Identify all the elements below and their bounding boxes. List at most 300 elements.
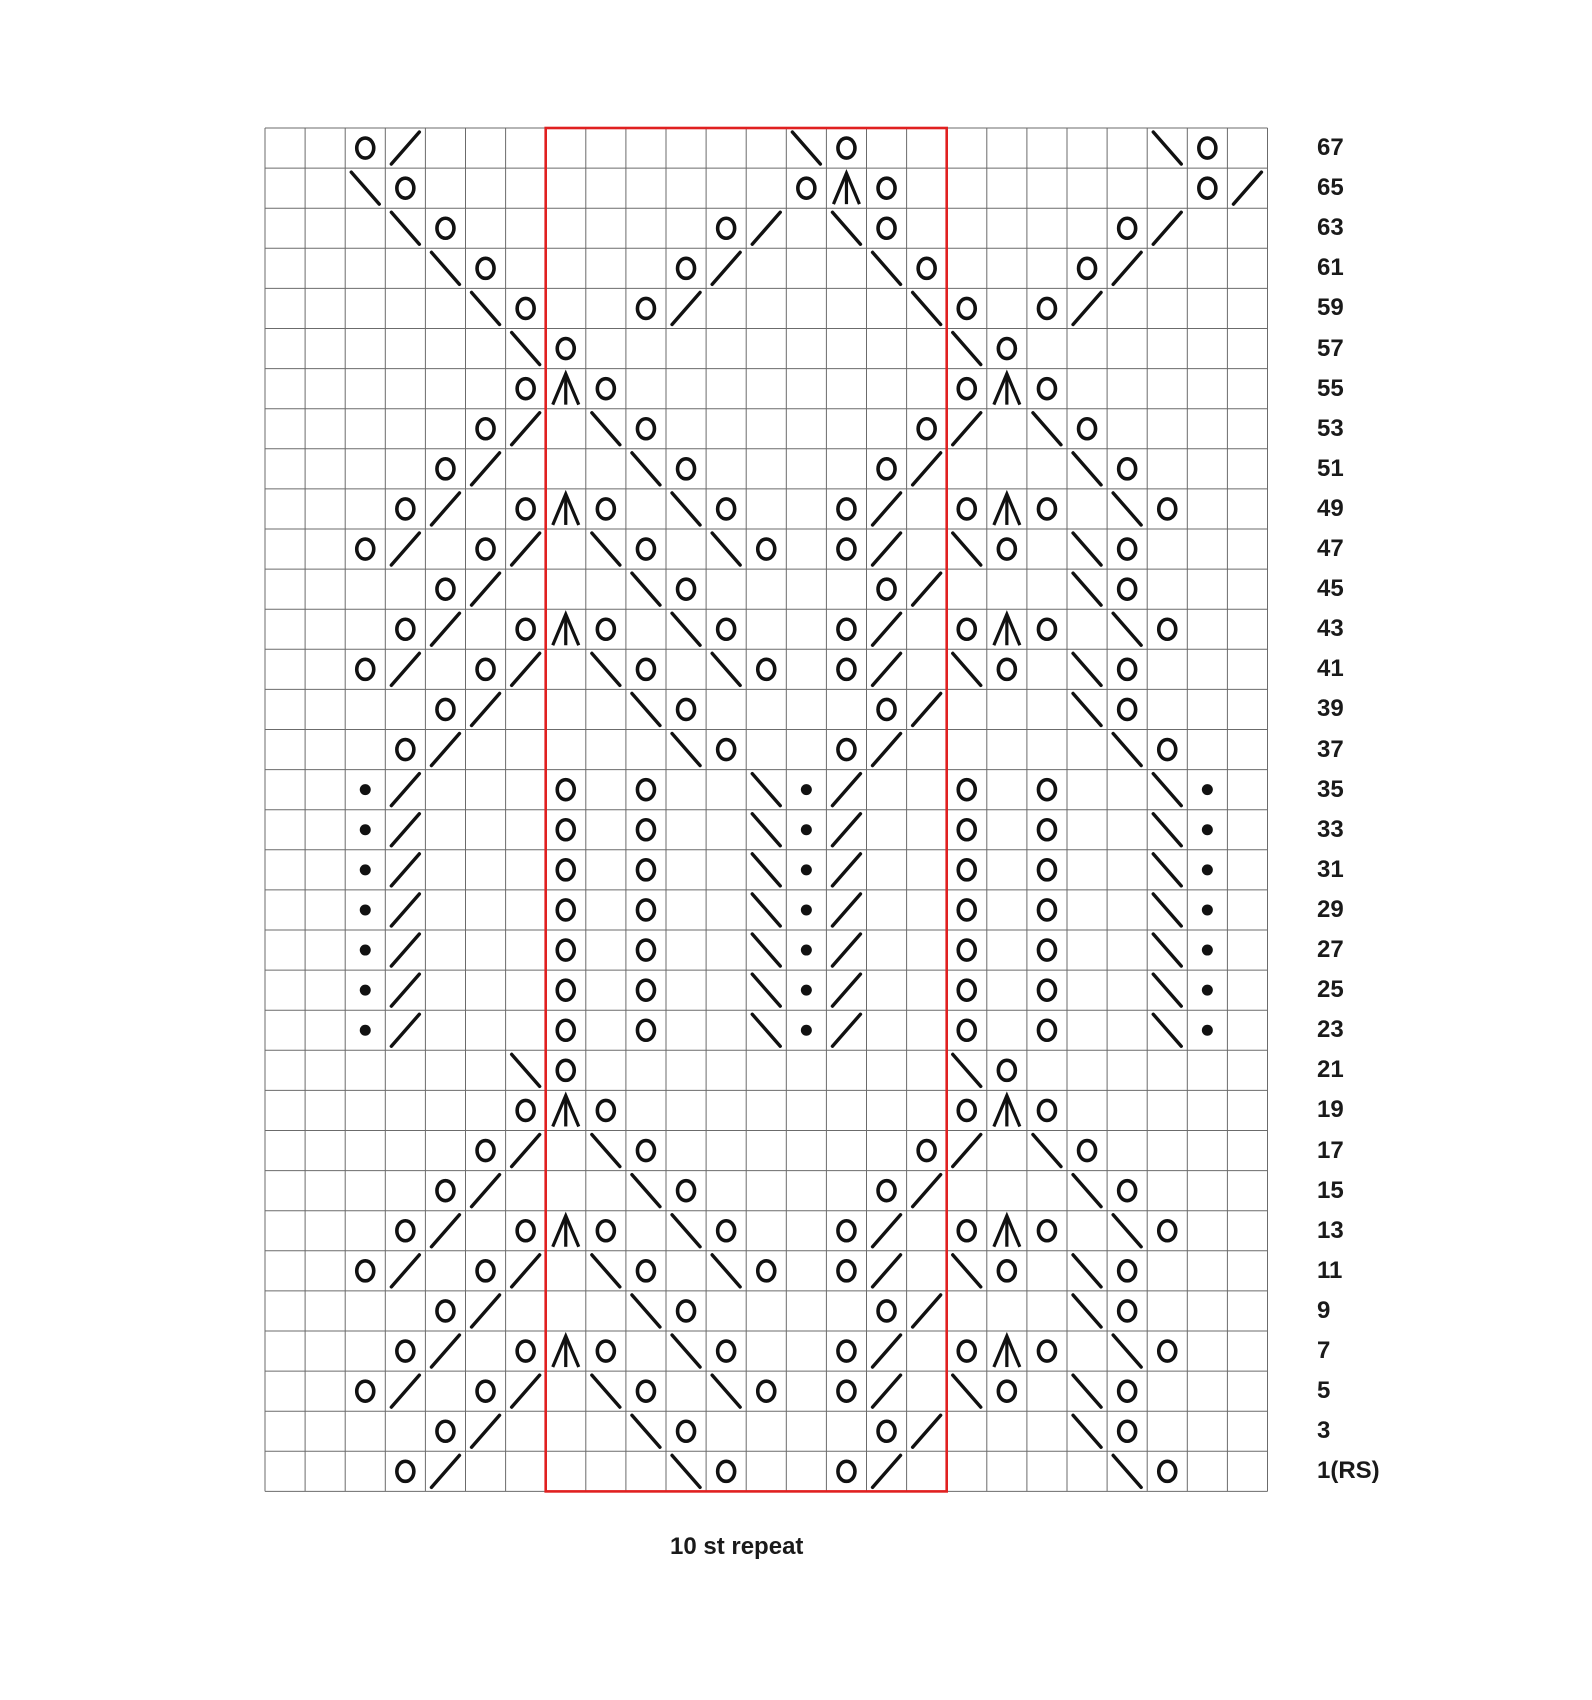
ssk-icon	[592, 1255, 620, 1287]
dot-mark	[1202, 784, 1213, 795]
ssk-stroke	[1073, 1295, 1101, 1327]
yo-icon	[838, 499, 855, 519]
ssk-stroke	[873, 252, 901, 284]
k2tog-stroke	[472, 573, 500, 605]
ssk-stroke	[953, 1375, 981, 1407]
yo-icon	[758, 539, 775, 559]
k2tog-stroke	[431, 613, 459, 645]
ssk-icon	[913, 292, 941, 324]
yo-ring	[637, 1381, 654, 1401]
ssk-icon	[1153, 1014, 1181, 1046]
centered-double-decrease-icon	[994, 374, 1020, 405]
yo-ring	[838, 1261, 855, 1281]
k2tog-stroke	[431, 1455, 459, 1487]
yo-ring	[637, 780, 654, 800]
yo-ring	[1038, 980, 1055, 1000]
yo-icon	[597, 499, 614, 519]
k2tog-stroke	[512, 1375, 540, 1407]
k2tog-icon	[873, 533, 901, 565]
k2tog-icon	[431, 1455, 459, 1487]
k2tog-icon	[913, 693, 941, 725]
yo-icon	[718, 499, 735, 519]
ssk-icon	[512, 1054, 540, 1086]
ssk-icon	[672, 1335, 700, 1367]
ssk-icon	[1153, 814, 1181, 846]
centered-double-decrease-icon	[994, 614, 1020, 645]
k2tog-stroke	[832, 894, 860, 926]
yo-ring	[1159, 619, 1176, 639]
yo-ring	[1079, 1141, 1096, 1161]
ssk-icon	[953, 333, 981, 365]
ssk-stroke	[1153, 774, 1181, 806]
k2tog-stroke	[1113, 252, 1141, 284]
k2tog-icon	[832, 854, 860, 886]
yo-ring	[517, 1341, 534, 1361]
yo-icon	[1159, 499, 1176, 519]
ssk-icon	[1153, 974, 1181, 1006]
ssk-icon	[592, 413, 620, 445]
yo-ring	[838, 539, 855, 559]
yo-icon	[838, 1381, 855, 1401]
yo-icon	[1119, 659, 1136, 679]
k2tog-stroke	[391, 974, 419, 1006]
ssk-icon	[592, 1375, 620, 1407]
ssk-stroke	[1033, 1135, 1061, 1167]
ssk-stroke	[632, 573, 660, 605]
dot-icon	[360, 904, 371, 915]
ssk-icon	[752, 934, 780, 966]
ssk-icon	[792, 132, 820, 164]
dot-icon	[1202, 1025, 1213, 1036]
yo-ring	[678, 459, 695, 479]
yo-ring	[557, 980, 574, 1000]
yo-ring	[597, 619, 614, 639]
yo-ring	[477, 659, 494, 679]
yo-ring	[557, 780, 574, 800]
yo-ring	[718, 619, 735, 639]
ssk-stroke	[1153, 894, 1181, 926]
row-label: 35	[1317, 775, 1344, 803]
yo-ring	[838, 1381, 855, 1401]
dot-mark	[1202, 1025, 1213, 1036]
yo-ring	[437, 1421, 454, 1441]
dot-mark	[1202, 864, 1213, 875]
k2tog-stroke	[913, 693, 941, 725]
dot-mark	[1202, 824, 1213, 835]
yo-ring	[1159, 740, 1176, 760]
k2tog-icon	[472, 1415, 500, 1447]
k2tog-icon	[391, 774, 419, 806]
ssk-icon	[1113, 1455, 1141, 1487]
k2tog-icon	[913, 1295, 941, 1327]
k2tog-icon	[391, 1014, 419, 1046]
row-label: 23	[1317, 1016, 1344, 1044]
yo-icon	[357, 138, 374, 158]
yo-icon	[838, 1341, 855, 1361]
k2tog-icon	[832, 774, 860, 806]
ssk-icon	[632, 453, 660, 485]
k2tog-stroke	[391, 934, 419, 966]
ssk-stroke	[512, 1054, 540, 1086]
k2tog-icon	[472, 693, 500, 725]
yo-icon	[637, 780, 654, 800]
k2tog-icon	[873, 734, 901, 766]
yo-icon	[637, 539, 654, 559]
dot-icon	[1202, 864, 1213, 875]
yo-icon	[1119, 1381, 1136, 1401]
yo-ring	[678, 699, 695, 719]
k2tog-icon	[431, 1215, 459, 1247]
yo-ring	[678, 579, 695, 599]
yo-ring	[918, 1141, 935, 1161]
yo-ring	[838, 499, 855, 519]
k2tog-stroke	[913, 1415, 941, 1447]
yo-ring	[1038, 499, 1055, 519]
yo-ring	[958, 1221, 975, 1241]
ssk-stroke	[1153, 1014, 1181, 1046]
yo-icon	[958, 980, 975, 1000]
ssk-icon	[712, 1375, 740, 1407]
yo-ring	[838, 619, 855, 639]
ssk-stroke	[712, 653, 740, 685]
yo-ring	[718, 218, 735, 238]
yo-icon	[557, 780, 574, 800]
yo-ring	[397, 1221, 414, 1241]
k2tog-icon	[512, 413, 540, 445]
yo-icon	[1038, 619, 1055, 639]
k2tog-stroke	[512, 413, 540, 445]
yo-ring	[557, 820, 574, 840]
row-label: 11	[1317, 1256, 1343, 1284]
ssk-stroke	[1113, 734, 1141, 766]
yo-ring	[878, 218, 895, 238]
yo-icon	[637, 1261, 654, 1281]
ssk-stroke	[953, 333, 981, 365]
yo-ring	[437, 699, 454, 719]
yo-ring	[1119, 1261, 1136, 1281]
yo-ring	[637, 820, 654, 840]
yo-ring	[878, 579, 895, 599]
row-label: 57	[1317, 334, 1344, 362]
dot-icon	[1202, 985, 1213, 996]
ssk-stroke	[953, 1255, 981, 1287]
ssk-icon	[632, 693, 660, 725]
yo-icon	[557, 900, 574, 920]
yo-icon	[878, 1301, 895, 1321]
yo-ring	[758, 1261, 775, 1281]
ssk-stroke	[672, 1455, 700, 1487]
k2tog-stroke	[512, 653, 540, 685]
k2tog-icon	[391, 1375, 419, 1407]
yo-ring	[838, 1341, 855, 1361]
k2tog-icon	[832, 974, 860, 1006]
ssk-icon	[672, 613, 700, 645]
ssk-icon	[1113, 613, 1141, 645]
yo-icon	[1159, 1461, 1176, 1481]
ssk-icon	[672, 1215, 700, 1247]
ssk-icon	[632, 1295, 660, 1327]
k2tog-stroke	[512, 1255, 540, 1287]
yo-icon	[878, 218, 895, 238]
ssk-stroke	[712, 1375, 740, 1407]
yo-ring	[637, 1020, 654, 1040]
dot-icon	[1202, 824, 1213, 835]
k2tog-icon	[873, 1255, 901, 1287]
ssk-stroke	[672, 493, 700, 525]
k2tog-stroke	[873, 1215, 901, 1247]
ssk-icon	[1073, 533, 1101, 565]
yo-ring	[1079, 419, 1096, 439]
yo-icon	[1038, 1020, 1055, 1040]
yo-icon	[1199, 178, 1216, 198]
ssk-stroke	[1113, 1215, 1141, 1247]
yo-ring	[397, 1341, 414, 1361]
k2tog-stroke	[391, 814, 419, 846]
yo-icon	[678, 1421, 695, 1441]
yo-ring	[397, 178, 414, 198]
yo-ring	[1038, 860, 1055, 880]
ssk-icon	[1073, 453, 1101, 485]
yo-ring	[477, 1261, 494, 1281]
dot-icon	[360, 824, 371, 835]
yo-ring	[1119, 1181, 1136, 1201]
ssk-icon	[1153, 894, 1181, 926]
dot-icon	[801, 864, 812, 875]
yo-ring	[357, 659, 374, 679]
ssk-icon	[1073, 1415, 1101, 1447]
ssk-icon	[391, 212, 419, 244]
yo-ring	[557, 339, 574, 359]
yo-ring	[1159, 1461, 1176, 1481]
yo-icon	[1079, 419, 1096, 439]
yo-icon	[1038, 1100, 1055, 1120]
ssk-icon	[351, 172, 379, 204]
yo-icon	[1038, 820, 1055, 840]
k2tog-stroke	[431, 1215, 459, 1247]
k2tog-icon	[391, 533, 419, 565]
dot-mark	[801, 864, 812, 875]
yo-icon	[517, 298, 534, 318]
dot-mark	[360, 784, 371, 795]
dot-mark	[1202, 985, 1213, 996]
yo-ring	[557, 860, 574, 880]
k2tog-stroke	[391, 132, 419, 164]
row-label: 37	[1317, 735, 1344, 763]
k2tog-stroke	[913, 453, 941, 485]
ssk-icon	[1153, 854, 1181, 886]
k2tog-stroke	[873, 613, 901, 645]
yo-icon	[1119, 459, 1136, 479]
row-label: 59	[1317, 294, 1344, 322]
dot-icon	[360, 1025, 371, 1036]
dot-icon	[801, 904, 812, 915]
yo-ring	[718, 1221, 735, 1241]
ssk-stroke	[351, 172, 379, 204]
yo-icon	[758, 1381, 775, 1401]
yo-ring	[958, 900, 975, 920]
k2tog-icon	[953, 1135, 981, 1167]
yo-icon	[838, 1261, 855, 1281]
ssk-icon	[712, 1255, 740, 1287]
ssk-stroke	[712, 1255, 740, 1287]
row-label: 17	[1317, 1136, 1344, 1164]
yo-ring	[918, 419, 935, 439]
centered-double-decrease-icon	[994, 494, 1020, 525]
yo-ring	[838, 1461, 855, 1481]
yo-ring	[397, 619, 414, 639]
ssk-stroke	[632, 453, 660, 485]
dot-mark	[801, 945, 812, 956]
k2tog-stroke	[873, 734, 901, 766]
yo-ring	[718, 499, 735, 519]
yo-icon	[477, 1261, 494, 1281]
centered-double-decrease-icon	[553, 1336, 579, 1367]
yo-icon	[678, 1301, 695, 1321]
k2tog-icon	[832, 1014, 860, 1046]
ssk-icon	[672, 734, 700, 766]
k2tog-icon	[472, 1175, 500, 1207]
yo-icon	[998, 1261, 1015, 1281]
ssk-icon	[1113, 493, 1141, 525]
ssk-icon	[1113, 1215, 1141, 1247]
yo-icon	[838, 740, 855, 760]
k2tog-icon	[391, 653, 419, 685]
row-label: 15	[1317, 1176, 1344, 1204]
yo-icon	[1038, 980, 1055, 1000]
k2tog-icon	[391, 132, 419, 164]
yo-ring	[1119, 1381, 1136, 1401]
k2tog-stroke	[1233, 172, 1261, 204]
k2tog-icon	[512, 533, 540, 565]
yo-ring	[958, 780, 975, 800]
ssk-stroke	[752, 774, 780, 806]
ssk-stroke	[1113, 1455, 1141, 1487]
k2tog-stroke	[832, 974, 860, 1006]
ssk-stroke	[953, 533, 981, 565]
yo-icon	[1119, 539, 1136, 559]
yo-ring	[517, 379, 534, 399]
dot-mark	[801, 985, 812, 996]
yo-icon	[637, 900, 654, 920]
yo-icon	[758, 1261, 775, 1281]
row-label: 31	[1317, 855, 1344, 883]
k2tog-stroke	[1073, 292, 1101, 324]
yo-ring	[718, 740, 735, 760]
yo-icon	[637, 860, 654, 880]
yo-icon	[637, 820, 654, 840]
yo-ring	[517, 619, 534, 639]
k2tog-stroke	[832, 774, 860, 806]
yo-ring	[357, 1261, 374, 1281]
ssk-stroke	[592, 653, 620, 685]
yo-ring	[958, 379, 975, 399]
yo-icon	[357, 1261, 374, 1281]
yo-ring	[958, 860, 975, 880]
yo-ring	[1199, 178, 1216, 198]
ssk-stroke	[391, 212, 419, 244]
dot-icon	[1202, 784, 1213, 795]
yo-icon	[838, 619, 855, 639]
yo-ring	[597, 1221, 614, 1241]
ssk-stroke	[752, 1014, 780, 1046]
ssk-stroke	[1073, 1375, 1101, 1407]
yo-icon	[958, 619, 975, 639]
ssk-icon	[1073, 693, 1101, 725]
row-label: 49	[1317, 494, 1344, 522]
k2tog-icon	[472, 1295, 500, 1327]
yo-icon	[878, 459, 895, 479]
yo-icon	[397, 1341, 414, 1361]
ssk-stroke	[632, 1175, 660, 1207]
ssk-stroke	[592, 1375, 620, 1407]
row-label: 5	[1317, 1377, 1331, 1405]
dot-mark	[360, 824, 371, 835]
yo-ring	[758, 659, 775, 679]
k2tog-icon	[913, 1415, 941, 1447]
k2tog-icon	[431, 1335, 459, 1367]
dot-mark	[1202, 945, 1213, 956]
yo-ring	[678, 1421, 695, 1441]
k2tog-icon	[391, 854, 419, 886]
yo-icon	[477, 1141, 494, 1161]
yo-ring	[1159, 499, 1176, 519]
yo-icon	[998, 1060, 1015, 1080]
ssk-icon	[752, 974, 780, 1006]
yo-icon	[477, 539, 494, 559]
k2tog-icon	[913, 1175, 941, 1207]
yo-ring	[597, 1100, 614, 1120]
ssk-icon	[1073, 653, 1101, 685]
yo-ring	[1038, 1341, 1055, 1361]
yo-ring	[637, 298, 654, 318]
k2tog-icon	[431, 613, 459, 645]
ssk-icon	[1073, 1175, 1101, 1207]
yo-icon	[838, 539, 855, 559]
yo-icon	[958, 298, 975, 318]
ssk-icon	[1153, 132, 1181, 164]
ssk-icon	[431, 252, 459, 284]
dot-mark	[801, 1025, 812, 1036]
yo-ring	[838, 659, 855, 679]
k2tog-stroke	[431, 493, 459, 525]
centered-double-decrease-icon	[553, 614, 579, 645]
k2tog-icon	[873, 1215, 901, 1247]
yo-icon	[437, 459, 454, 479]
yo-icon	[718, 218, 735, 238]
k2tog-stroke	[391, 1375, 419, 1407]
yo-icon	[557, 1060, 574, 1080]
yo-ring	[1038, 1221, 1055, 1241]
yo-icon	[557, 980, 574, 1000]
ssk-stroke	[632, 1415, 660, 1447]
yo-ring	[958, 298, 975, 318]
k2tog-icon	[512, 1255, 540, 1287]
k2tog-icon	[752, 212, 780, 244]
row-label: 55	[1317, 374, 1344, 402]
yo-ring	[878, 1181, 895, 1201]
row-label: 39	[1317, 695, 1344, 723]
ssk-stroke	[752, 894, 780, 926]
row-label: 63	[1317, 214, 1344, 242]
k2tog-stroke	[391, 533, 419, 565]
ssk-stroke	[1153, 974, 1181, 1006]
k2tog-icon	[873, 653, 901, 685]
yo-ring	[918, 258, 935, 278]
yo-icon	[1119, 699, 1136, 719]
ssk-stroke	[632, 1295, 660, 1327]
yo-ring	[958, 1100, 975, 1120]
ssk-stroke	[1033, 413, 1061, 445]
